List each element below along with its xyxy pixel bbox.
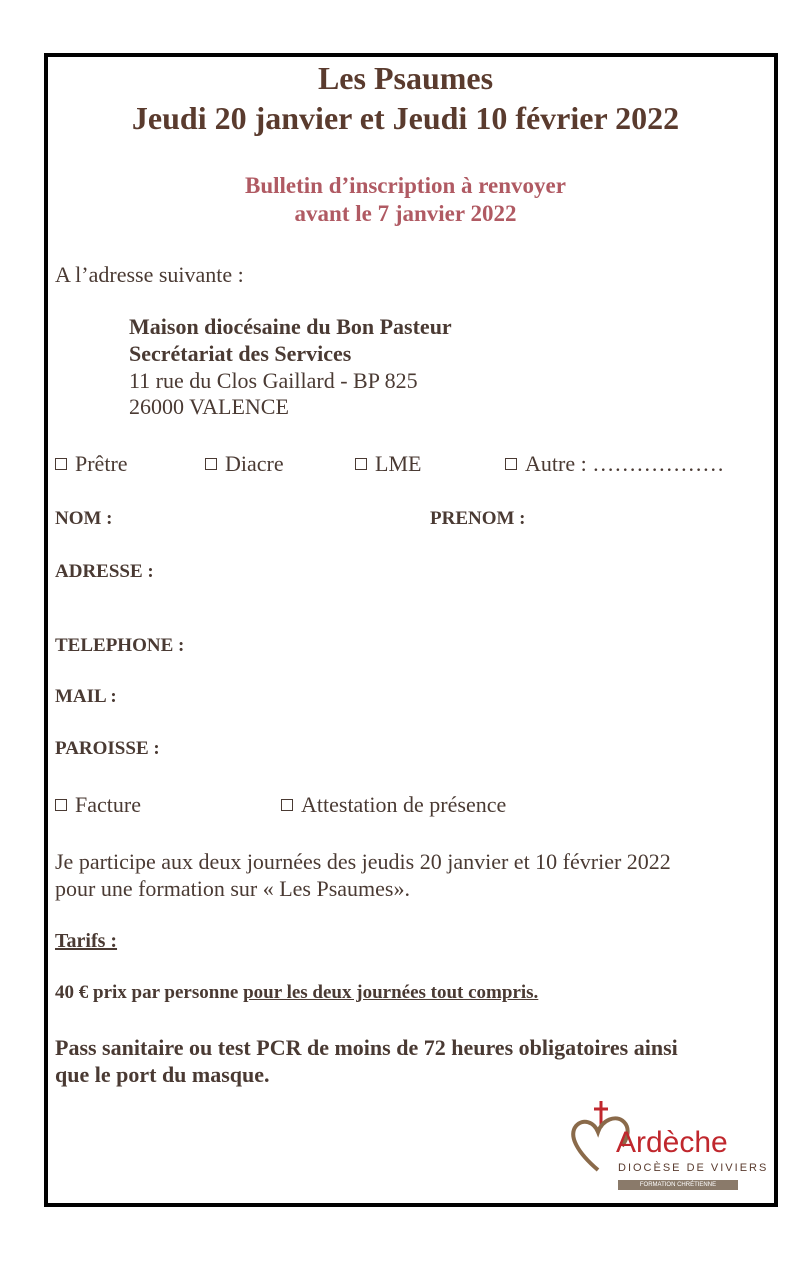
logo-name: Ardèche: [616, 1126, 728, 1159]
checkbox-icon[interactable]: [281, 799, 293, 811]
subtitle-line2: avant le 7 janvier 2022: [294, 201, 517, 226]
mail-label: MAIL :: [55, 686, 117, 707]
facture-option[interactable]: Facture: [55, 792, 141, 818]
page-title: Les Psaumes: [317, 60, 494, 96]
participation-line2: pour une formation sur « Les Psaumes».: [55, 876, 410, 901]
price-detail: pour les deux journées tout compris.: [243, 982, 539, 1003]
participation-line1: Je participe aux deux journées des jeudis 20 janvier et 10 février 2022: [55, 849, 671, 874]
telephone-label: TELEPHONE :: [55, 635, 185, 656]
notice-line2: que le port du masque.: [55, 1062, 270, 1087]
address-line1: Maison diocésaine du Bon Pasteur: [129, 314, 452, 339]
attestation-option[interactable]: Attestation de présence: [281, 792, 506, 818]
address-intro: A l’adresse suivante :: [55, 262, 244, 287]
nom-label: NOM :: [55, 508, 113, 529]
role-option-autre[interactable]: Autre : ………………: [505, 451, 724, 477]
role-option-diacre[interactable]: Diacre: [205, 451, 284, 477]
event-dates: Jeudi 20 janvier et Jeudi 10 février 2022: [131, 100, 680, 136]
checkbox-icon[interactable]: [55, 799, 67, 811]
prenom-label: PRENOM :: [430, 508, 526, 529]
role-option-pretre[interactable]: Prêtre: [55, 451, 128, 477]
checkbox-icon[interactable]: [355, 458, 367, 470]
paroisse-label: PAROISSE :: [55, 738, 160, 759]
address-line2: Secrétariat des Services: [129, 341, 352, 366]
notice-line1: Pass sanitaire ou test PCR de moins de 72 heures obligatoires ainsi: [55, 1035, 678, 1060]
logo-tagline: FORMATION CHRÉTIENNE: [618, 1180, 738, 1190]
checkbox-icon[interactable]: [205, 458, 217, 470]
address-line4: 26000 VALENCE: [129, 394, 289, 419]
subtitle-line1: Bulletin d’inscription à renvoyer: [245, 173, 566, 198]
checkbox-icon[interactable]: [505, 458, 517, 470]
role-option-lme[interactable]: LME: [355, 451, 421, 477]
checkbox-icon[interactable]: [55, 458, 67, 470]
logo-subtitle: DIOCÈSE DE VIVIERS: [618, 1162, 769, 1174]
address-line3: 11 rue du Clos Gaillard - BP 825: [129, 368, 418, 393]
adresse-label: ADRESSE :: [55, 561, 154, 582]
tarifs-heading: Tarifs :: [55, 930, 118, 952]
price-text: 40 € prix par personne: [55, 982, 239, 1003]
price-line: [55, 982, 538, 1004]
diocese-logo: [568, 1098, 769, 1193]
